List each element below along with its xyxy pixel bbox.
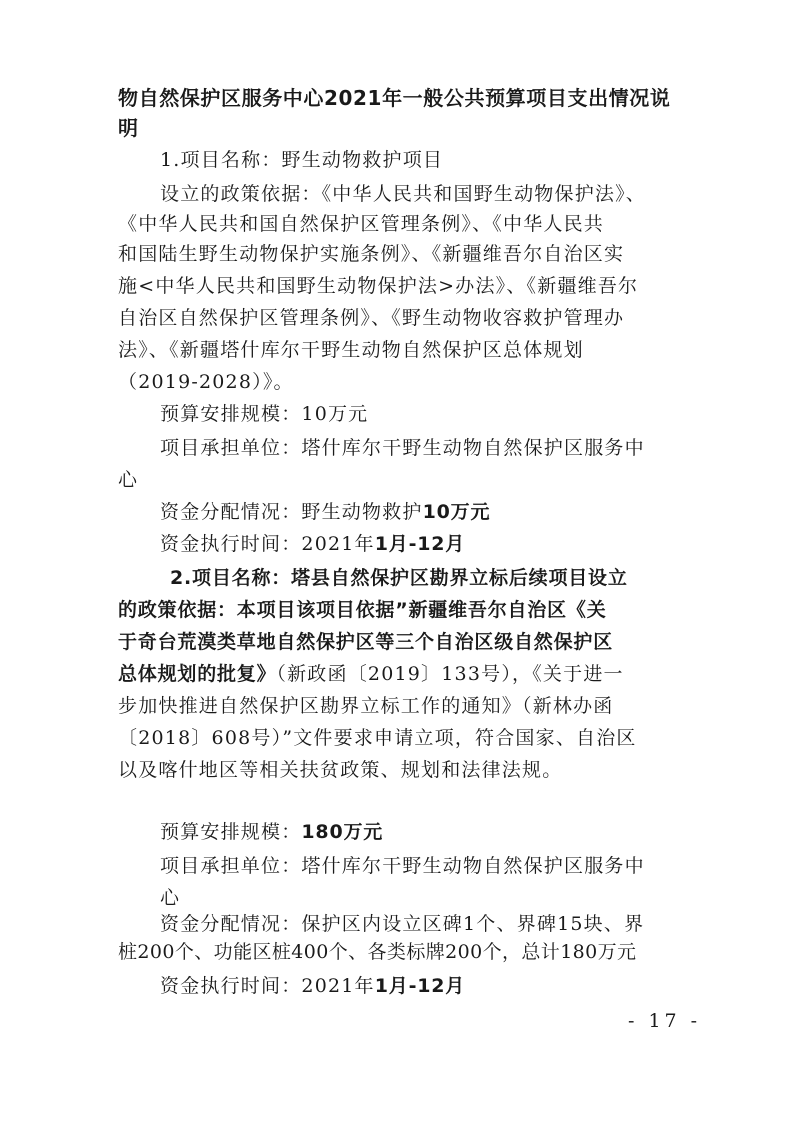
title-line-2: 明 xyxy=(118,116,139,140)
s2-time-label: 资金执行时间：2021年 xyxy=(160,975,375,997)
s1-unit-line: 项目承担单位：塔什库尔干野生动物自然保护区服务中 xyxy=(160,437,645,459)
s2-time-value: 1月-12月 xyxy=(374,975,466,997)
s1-policy-line: 设立的政策依据：《中华人民共和国野生动物保护法》、 xyxy=(160,183,647,205)
s1-item-name: 1.项目名称：野生动物救护项目 xyxy=(160,149,444,171)
s1-allocation-value: 10万元 xyxy=(422,501,491,523)
s1-policy-line: 自治区自然保护区管理条例》、《野生动物收容救护管理办 xyxy=(118,307,625,329)
s1-unit-line: 心 xyxy=(118,469,139,491)
s2-allocation-line: 资金分配情况：保护区内设立区碑1个、界碑15块、界 xyxy=(160,913,645,935)
s1-budget: 预算安排规模：10万元 xyxy=(160,403,369,425)
s2-mixed-line xyxy=(118,662,624,686)
s1-allocation xyxy=(160,500,490,524)
s2-budget-value: 180万元 xyxy=(301,821,384,843)
s2-time xyxy=(160,974,465,998)
s1-allocation-label: 资金分配情况：野生动物救护 xyxy=(160,501,423,523)
page-number: - 17 - xyxy=(628,1010,702,1032)
s1-policy-line: 法》、《新疆塔什库尔干野生动物自然保护区总体规划 xyxy=(118,339,584,361)
s2-policy-line: 〔2018〕608号）”文件要求申请立项，符合国家、自治区 xyxy=(118,727,637,749)
s2-budget xyxy=(160,820,383,844)
title-line-1: 物自然保护区服务中心2021年一般公共预算项目支出情况说 xyxy=(118,86,671,110)
s2-allocation-line: 桩200个、功能区桩400个、各类标牌200个，总计180万元 xyxy=(118,941,637,963)
s1-time-value: 1月-12月 xyxy=(374,533,466,555)
s1-policy-line: 和国陆生野生动物保护实施条例》、《新疆维吾尔自治区实 xyxy=(118,243,625,265)
s2-mixed-rest: （新政函〔2019〕133号），《关于进一 xyxy=(276,663,624,685)
s2-bold-line: 于奇台荒漠类草地自然保护区等三个自治区级自然保护区 xyxy=(118,631,614,653)
s2-mixed-bold: 总体规划的批复》 xyxy=(118,663,277,685)
s2-bold-line: 2.项目名称：塔县自然保护区勘界立标后续项目设立 xyxy=(170,567,628,589)
s2-budget-label: 预算安排规模： xyxy=(160,821,302,843)
s2-policy-line: 步加快推进自然保护区勘界立标工作的通知》（新林办函 xyxy=(118,695,614,717)
s1-policy-line: （2019-2028）》。 xyxy=(118,371,294,393)
s2-bold-line: 的政策依据：本项目该项目依据”新疆维吾尔自治区《关 xyxy=(118,599,607,621)
s2-unit-line: 项目承担单位：塔什库尔干野生动物自然保护区服务中 xyxy=(160,855,645,877)
s1-time xyxy=(160,532,465,556)
s2-unit-line: 心 xyxy=(160,887,181,909)
s1-policy-line: 施<中华人民共和国野生动物保护法>办法》、《新疆维吾尔 xyxy=(118,275,639,297)
s1-policy-line: 《中华人民共和国自然保护区管理条例》、《中华人民共 xyxy=(118,213,605,235)
s2-policy-line: 以及喀什地区等相关扶贫政策、规划和法律法规。 xyxy=(118,759,563,781)
s1-time-label: 资金执行时间：2021年 xyxy=(160,533,375,555)
